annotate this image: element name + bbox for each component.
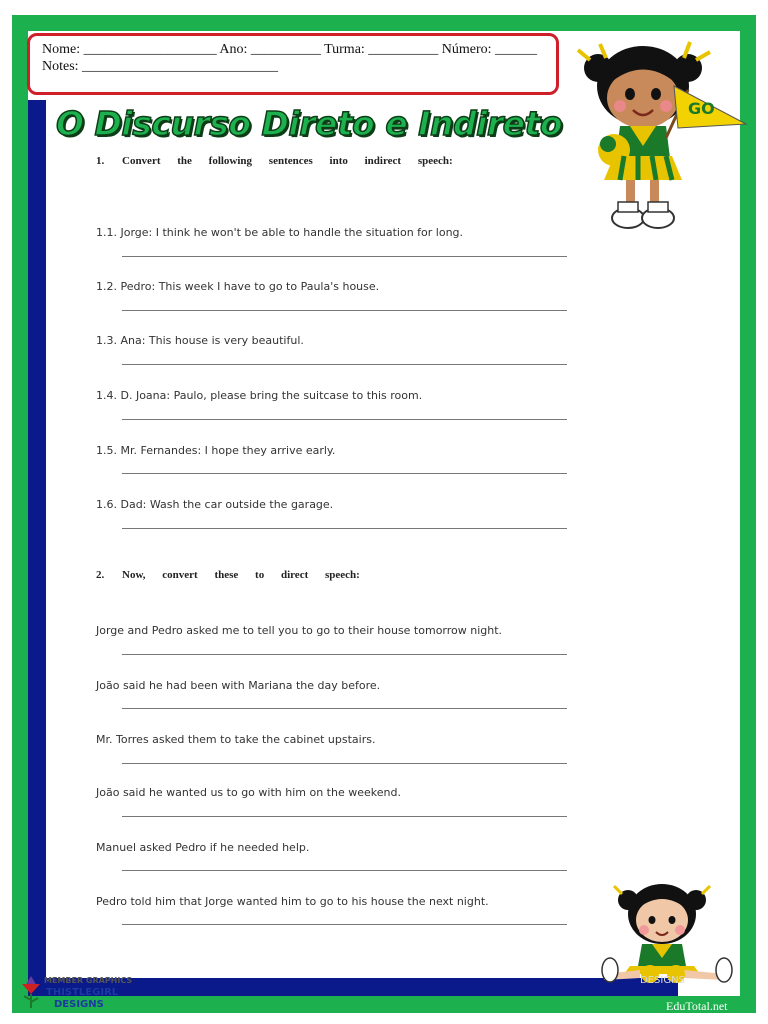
answer-line[interactable] [122, 924, 567, 925]
section-1-instruction [96, 155, 453, 167]
notes-line: Notes: ____________________________ [42, 59, 279, 74]
question-1-5: 1.5. Mr. Fernandes: I hope they arrive early. [96, 444, 336, 457]
logo-designs: DESIGNS [54, 999, 104, 1010]
section-2-text: Now, convert these to direct speech: [122, 569, 360, 581]
logo-thistlegirl: THISTLEGIRL [46, 987, 119, 998]
cheerleader-pennant-illustration [570, 28, 750, 238]
answer-line[interactable] [122, 419, 567, 420]
edutotal-site-credit[interactable]: EduTotal.net [666, 999, 728, 1013]
answer-line[interactable] [122, 256, 567, 257]
answer-line[interactable] [122, 528, 567, 529]
pennant-go-text: GO [688, 99, 715, 118]
student-info-line: Nome: ___________________ Ano: __________ Turma: __________ Número: ______ [42, 42, 538, 57]
answer-line[interactable] [122, 654, 567, 655]
question-1-2: 1.2. Pedro: This week I have to go to Paula's house. [96, 280, 380, 293]
question-1-6: 1.6. Dad: Wash the car outside the garage. [96, 498, 334, 511]
question-2-1: Jorge and Pedro asked me to tell you to go to their house tomorrow night. [96, 624, 503, 637]
answer-line[interactable] [122, 816, 567, 817]
answer-line[interactable] [122, 310, 567, 311]
logo-member-graphics: MEMBER GRAPHICS [44, 976, 133, 985]
section-1-text: Convert the following sentences into indirect speech: [122, 155, 453, 167]
question-1-3: 1.3. Ana: This house is very beautiful. [96, 334, 304, 347]
answer-line[interactable] [122, 870, 567, 871]
question-2-3: Mr. Torres asked them to take the cabinet upstairs. [96, 733, 376, 746]
section-1-number: 1. [96, 155, 105, 167]
question-2-5: Manuel asked Pedro if he needed help. [96, 841, 310, 854]
thistlegirl-logo [20, 974, 133, 1012]
sitting-cheerleader-illustration [600, 878, 740, 988]
section-2-instruction [96, 569, 360, 581]
designs-watermark: DESIGNS [640, 975, 685, 986]
worksheet-title: O Discurso Direto e Indireto [56, 104, 562, 143]
student-info-box [27, 33, 559, 95]
answer-line[interactable] [122, 473, 567, 474]
question-1-4: 1.4. D. Joana: Paulo, please bring the suitcase to this room. [96, 389, 423, 402]
answer-line[interactable] [122, 364, 567, 365]
page-border-blue-left [28, 100, 46, 996]
answer-line[interactable] [122, 708, 567, 709]
question-2-4: João said he wanted us to go with him on the weekend. [96, 786, 401, 799]
question-2-6: Pedro told him that Jorge wanted him to go to his house the next night. [96, 895, 489, 908]
section-2-number: 2. [96, 569, 105, 581]
question-2-2: João said he had been with Mariana the day before. [96, 679, 381, 692]
answer-line[interactable] [122, 763, 567, 764]
thistle-flower-icon [20, 974, 42, 1010]
question-1-1: 1.1. Jorge: I think he won't be able to handle the situation for long. [96, 226, 464, 239]
